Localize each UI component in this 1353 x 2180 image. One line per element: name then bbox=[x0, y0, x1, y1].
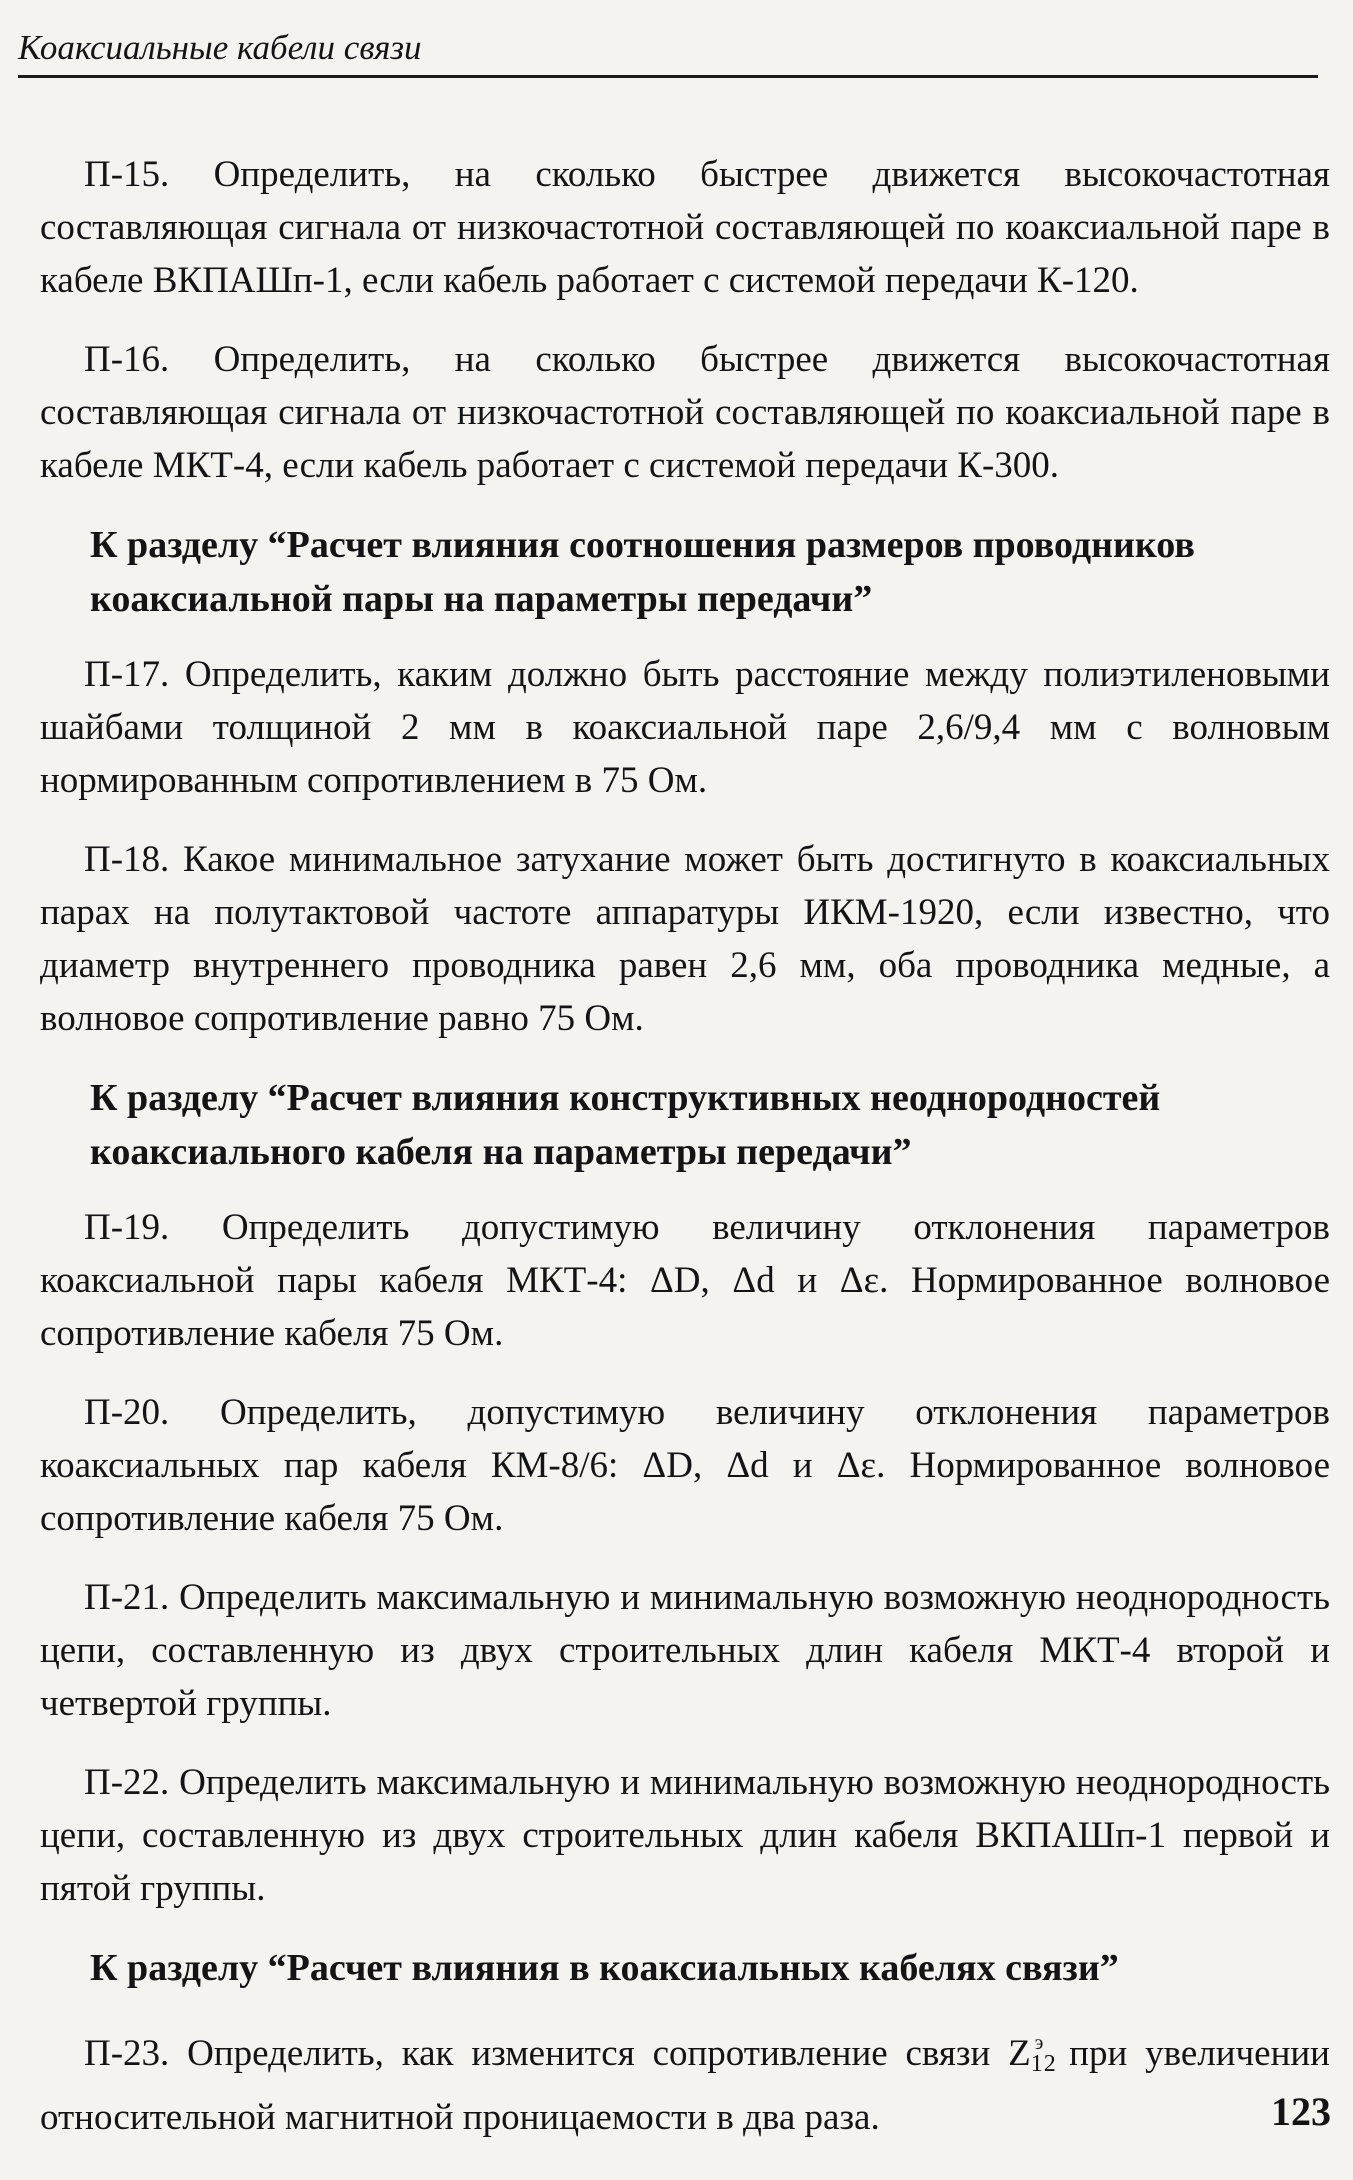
problem-p19: П-19. Определить допустимую величину отклонения параметров коаксиальной пары кабеля МКТ-4: ΔD, Δd и Δε. Нормированное волновое сопротивление кабеля 75 Ом. bbox=[40, 1207, 1330, 1354]
problem-p21: П-21. Определить максимальную и минимальную возможную неоднородность цепи, составленную из двух строительных длин кабеля МКТ-4 второй и четвертой группы. bbox=[40, 1577, 1330, 1724]
problem-p22: П-22. Определить максимальную и минимальную возможную неоднородность цепи, составленную из двух строительных длин кабеля ВКПАШп-1 первой и пятой группы. bbox=[40, 1762, 1330, 1909]
running-head: Коаксиальные кабели связи bbox=[18, 30, 1318, 78]
z-superscript: э bbox=[1034, 2032, 1044, 2054]
section-heading-size-ratio: К разделу “Расчет влияния соотношения размеров проводников коаксиальной пары на параметры передачи” bbox=[90, 524, 1195, 620]
problem-p16: П-16. Определить, на сколько быстрее движется высокочастотная составляющая сигнала от низкочастотной составляющей по коаксиальной паре в кабеле МКТ-4, если кабель работает с системой передачи К-300. bbox=[40, 339, 1330, 486]
page-number: 123 bbox=[1271, 2089, 1331, 2134]
section-heading-inhomogeneity: К разделу “Расчет влияния конструктивных неоднородностей коаксиального кабеля на параметры передачи” bbox=[90, 1077, 1161, 1173]
p23-text-start: П-23. Определить, как изменится сопротивление связи bbox=[84, 2033, 1009, 2074]
section-heading-crosstalk: К разделу “Расчет влияния в коаксиальных кабелях связи” bbox=[90, 1947, 1119, 1989]
z-letter: Z bbox=[1008, 2033, 1031, 2074]
problem-p18: П-18. Какое минимальное затухание может быть достигнуто в коаксиальных парах на полутактовой частоте аппаратуры ИКМ-1920, если известно, что диаметр внутреннего проводника равен 2,6 мм, оба проводника медные, а волновое сопротивление равно 75 Ом. bbox=[40, 839, 1330, 1039]
z-subscript: 12 bbox=[1030, 2051, 1057, 2077]
problem-p15: П-15. Определить, на сколько быстрее движется высокочастотная составляющая сигнала от низкочастотной составляющей по коаксиальной паре в кабеле ВКПАШп-1, если кабель работает с системой передачи К-120. bbox=[40, 154, 1330, 301]
problem-p17: П-17. Определить, каким должно быть расстояние между полиэтиленовыми шайбами толщиной 2 мм в коаксиальной паре 2,6/9,4 мм с волновым нормированным сопротивлением в 75 Ом. bbox=[40, 654, 1330, 801]
problem-p20: П-20. Определить, допустимую величину отклонения параметров коаксиальных пар кабеля КМ-8/6: ΔD, Δd и Δε. Нормированное волновое сопротивление кабеля 75 Ом. bbox=[40, 1392, 1330, 1539]
p23-text-end: при увеличении относительной магнитной проницаемости в два раза. bbox=[40, 2033, 1330, 2138]
problem-p23 bbox=[40, 2017, 1330, 2144]
coupling-impedance-symbol bbox=[1008, 2032, 1057, 2077]
page-body bbox=[40, 148, 1330, 2170]
